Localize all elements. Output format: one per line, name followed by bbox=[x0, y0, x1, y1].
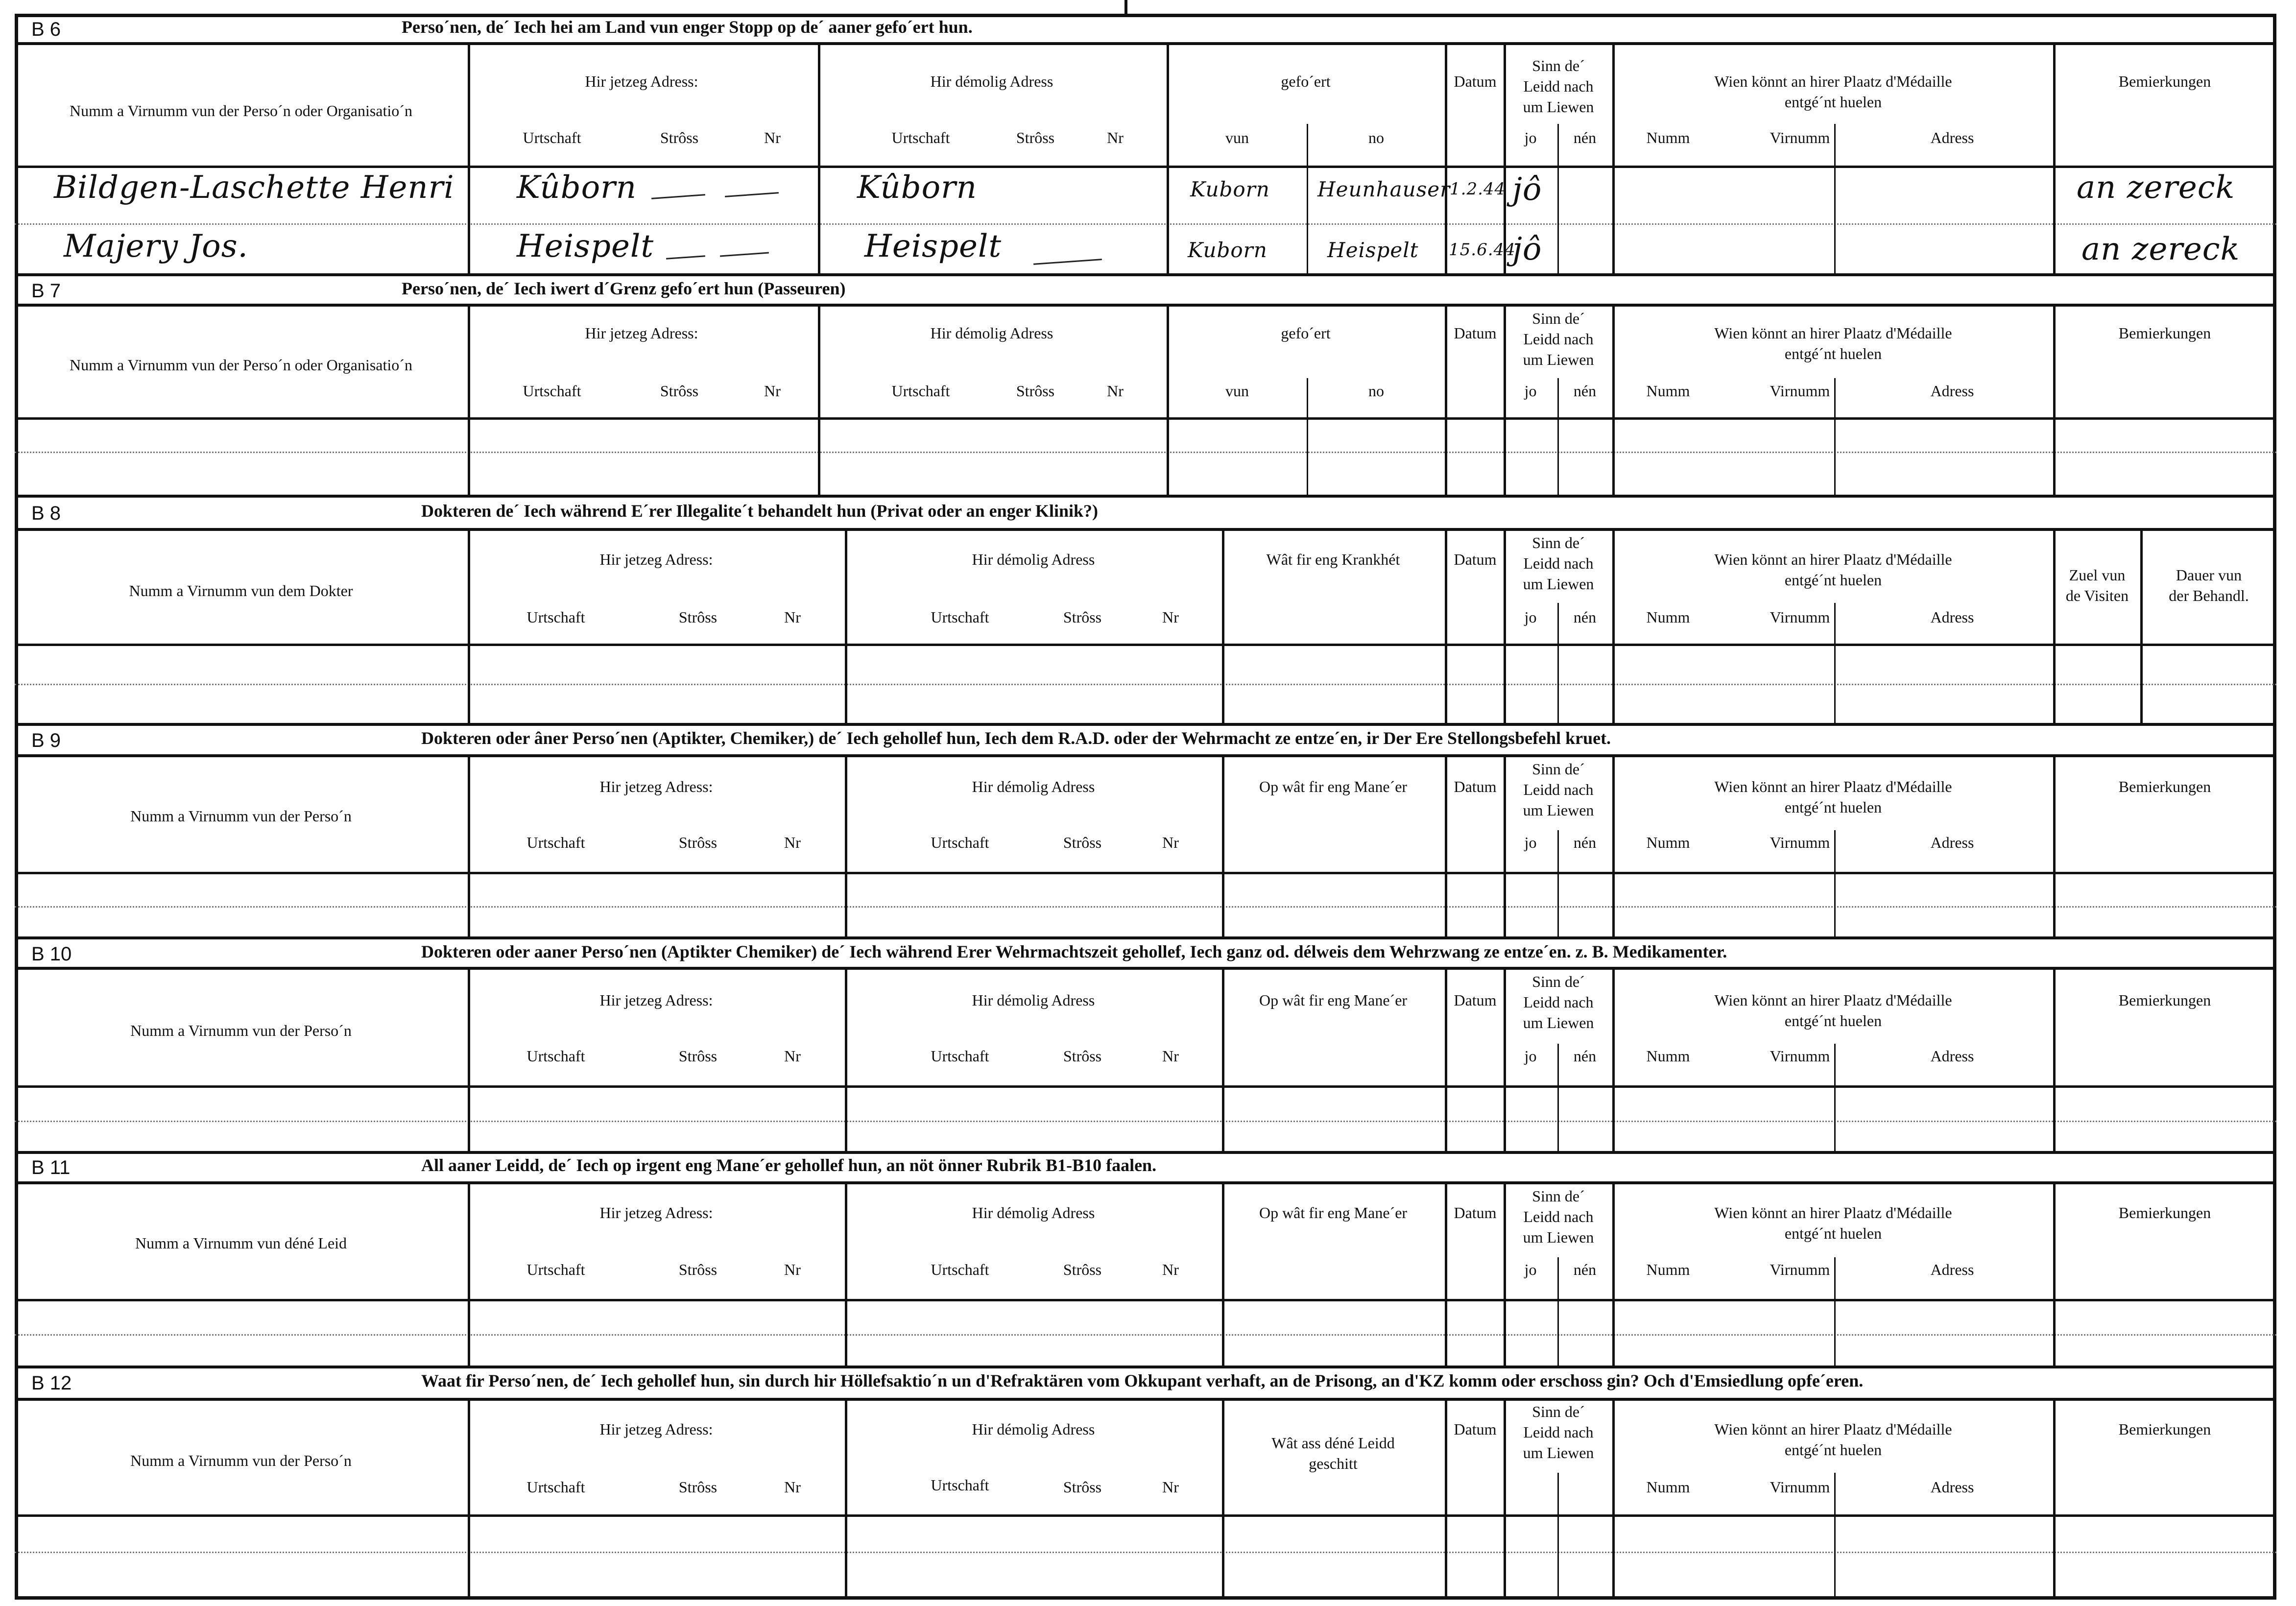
header-datum: Datum bbox=[1454, 1420, 1497, 1438]
header-sinn: um Liewen bbox=[1523, 575, 1594, 593]
header-urtschaft: Urtschaft bbox=[891, 382, 950, 400]
header-medal: entgé´nt huelen bbox=[1784, 345, 1882, 362]
header-dauer: Dauer vun bbox=[2176, 566, 2242, 584]
header-maneer: Op wât fir eng Mane´er bbox=[1259, 991, 1408, 1009]
header-name: Numm a Virnumm vun dem Dokter bbox=[129, 582, 353, 599]
header-urtschaft: Urtschaft bbox=[526, 1478, 585, 1496]
handwritten-name: Majery Jos. bbox=[64, 228, 248, 264]
header-datum: Datum bbox=[1454, 551, 1497, 568]
header-medal: entgé´nt huelen bbox=[1784, 571, 1882, 589]
page-top-mark bbox=[1124, 0, 1127, 14]
handwritten-to: Heunhauser bbox=[1317, 177, 1451, 201]
header-nr: Nr bbox=[1162, 1261, 1179, 1278]
header-name: Numm a Virnumm vun der Perso´n oder Organisatio´n bbox=[70, 356, 412, 374]
header-zuel: de Visiten bbox=[2065, 587, 2129, 604]
header-sinn: um Liewen bbox=[1523, 1444, 1594, 1462]
header-stross: Strôss bbox=[678, 834, 718, 851]
header-virnumm: Virnumm bbox=[1770, 382, 1830, 400]
header-medal: Wien könnt an hirer Plaatz d'Médaille bbox=[1714, 778, 1952, 795]
header-nr: Nr bbox=[784, 1261, 801, 1278]
header-urtschaft: Urtschaft bbox=[523, 382, 581, 400]
header-stross: Strôss bbox=[678, 1261, 718, 1278]
header-sinn: Sinn de´ bbox=[1532, 760, 1585, 778]
header-sinn: Sinn de´ bbox=[1532, 310, 1585, 327]
header-urtschaft: Urtschaft bbox=[526, 1047, 585, 1065]
header-numm: Numm bbox=[1646, 129, 1690, 146]
header-nr: Nr bbox=[764, 129, 781, 146]
header-current-address: Hir jetzeg Adress: bbox=[599, 778, 713, 795]
header-sinn: um Liewen bbox=[1523, 98, 1594, 116]
header-nr: Nr bbox=[1107, 382, 1124, 400]
header-sinn: Leidd nach bbox=[1523, 1208, 1594, 1225]
header-name: Numm a Virnumm vun der Perso´n bbox=[130, 1452, 352, 1469]
header-current-address: Hir jetzeg Adress: bbox=[585, 72, 698, 90]
header-gefoert: gefo´ert bbox=[1281, 324, 1331, 342]
header-former-address: Hir démolig Adress bbox=[972, 1420, 1095, 1438]
header-krankheet: Wât fir eng Krankhét bbox=[1266, 551, 1400, 568]
header-bemierkungen: Bemierkungen bbox=[2118, 1420, 2211, 1438]
handwritten-from: Kuborn bbox=[1190, 177, 1270, 201]
header-geschitt: Wât ass déné Leidd bbox=[1271, 1434, 1395, 1452]
header-maneer: Op wât fir eng Mane´er bbox=[1259, 778, 1408, 795]
header-geschitt: geschitt bbox=[1309, 1455, 1358, 1472]
header-virnumm: Virnumm bbox=[1770, 129, 1830, 146]
handwritten-alive: jô bbox=[1512, 171, 1542, 208]
header-sinn: Sinn de´ bbox=[1532, 1403, 1585, 1420]
header-sinn: um Liewen bbox=[1523, 801, 1594, 819]
header-bemierkungen: Bemierkungen bbox=[2118, 324, 2211, 342]
header-vun: vun bbox=[1225, 129, 1249, 146]
header-former-address: Hir démolig Adress bbox=[972, 551, 1095, 568]
header-maneer: Op wât fir eng Mane´er bbox=[1259, 1204, 1408, 1222]
header-stross: Strôss bbox=[1063, 1047, 1102, 1065]
section-b9 bbox=[15, 725, 2276, 941]
header-nen: nén bbox=[1573, 1047, 1597, 1065]
header-urtschaft: Urtschaft bbox=[526, 834, 585, 851]
header-sinn: Leidd nach bbox=[1523, 77, 1594, 95]
header-numm: Numm bbox=[1646, 382, 1690, 400]
header-medal: entgé´nt huelen bbox=[1784, 1224, 1882, 1242]
header-adress: Adress bbox=[1930, 608, 1974, 626]
header-medal: Wien könnt an hirer Plaatz d'Médaille bbox=[1714, 1204, 1952, 1222]
header-urtschaft: Urtschaft bbox=[891, 129, 950, 146]
header-numm: Numm bbox=[1646, 1047, 1690, 1065]
header-name: Numm a Virnumm vun der Perso´n oder Organisatio´n bbox=[70, 102, 412, 120]
header-stross: Strôss bbox=[1063, 1261, 1102, 1278]
header-nr: Nr bbox=[1162, 608, 1179, 626]
section-b12 bbox=[15, 1367, 2276, 1600]
header-current-address: Hir jetzeg Adress: bbox=[599, 551, 713, 568]
header-bemierkungen: Bemierkungen bbox=[2118, 72, 2211, 90]
header-urtschaft: Urtschaft bbox=[931, 1261, 989, 1278]
header-current-address: Hir jetzeg Adress: bbox=[599, 1420, 713, 1438]
header-sinn: Leidd nach bbox=[1523, 993, 1594, 1011]
section-title: Perso´nen, de´ Iech iwert d´Grenz gefo´ert hun (Passeuren) bbox=[402, 279, 846, 298]
header-dauer: der Behandl. bbox=[2169, 587, 2249, 604]
header-urtschaft: Urtschaft bbox=[931, 1476, 989, 1494]
header-bemierkungen: Bemierkungen bbox=[2118, 991, 2211, 1009]
section-title: Dokteren de´ Iech während E´rer Illegalite´t behandelt hun (Privat oder an enger Klinik?) bbox=[421, 501, 1098, 521]
header-medal: Wien könnt an hirer Plaatz d'Médaille bbox=[1714, 551, 1952, 568]
header-name: Numm a Virnumm vun der Perso´n bbox=[130, 1022, 352, 1039]
handwritten-alive: jô bbox=[1512, 231, 1542, 267]
header-adress: Adress bbox=[1930, 382, 1974, 400]
handwritten-name: Bildgen-Laschette Henri bbox=[54, 169, 454, 206]
header-medal: Wien könnt an hirer Plaatz d'Médaille bbox=[1714, 324, 1952, 342]
section-title: Waat fir Perso´nen, de´ Iech gehollef hun, sin durch hir Höllefsaktio´n un d'Refraktären vom Okkupant verhaft, an de Prisong, an d'KZ komm oder erschoss gin? Och d'Emsiedlung opfe´eren. bbox=[421, 1371, 1864, 1390]
header-nr: Nr bbox=[1162, 834, 1179, 851]
header-nr: Nr bbox=[784, 834, 801, 851]
handwritten-from: Kuborn bbox=[1188, 238, 1268, 262]
header-jo: jo bbox=[1524, 1047, 1537, 1065]
header-nen: nén bbox=[1573, 608, 1597, 626]
header-medal: entgé´nt huelen bbox=[1784, 1441, 1882, 1459]
header-stross: Strôss bbox=[678, 1047, 718, 1065]
section-b6 bbox=[15, 14, 2276, 278]
header-adress: Adress bbox=[1930, 129, 1974, 146]
header-nr: Nr bbox=[1162, 1047, 1179, 1065]
handwritten-current-address: Kûborn bbox=[517, 169, 637, 206]
header-former-address: Hir démolig Adress bbox=[930, 324, 1053, 342]
header-virnumm: Virnumm bbox=[1770, 1261, 1830, 1278]
header-stross: Strôss bbox=[678, 608, 718, 626]
header-former-address: Hir démolig Adress bbox=[972, 1204, 1095, 1222]
header-numm: Numm bbox=[1646, 1478, 1690, 1496]
section-b10 bbox=[15, 938, 2276, 1155]
header-urtschaft: Urtschaft bbox=[931, 1047, 989, 1065]
header-current-address: Hir jetzeg Adress: bbox=[585, 324, 698, 342]
header-sinn: Sinn de´ bbox=[1532, 57, 1585, 74]
section-title: All aaner Leidd, de´ Iech op irgent eng Mane´er gehollef hun, an nöt önner Rubrik B1-B10 faalen. bbox=[421, 1155, 1157, 1175]
header-sinn: Sinn de´ bbox=[1532, 534, 1585, 551]
header-current-address: Hir jetzeg Adress: bbox=[599, 1204, 713, 1222]
section-title: Dokteren oder aaner Perso´nen (Aptikter Chemiker) de´ Iech während Erer Wehrmachtszeit gehollef, Iech ganz od. délweis dem Wehrzwang ze entze´en. z. B. Medikamenter. bbox=[421, 942, 1727, 961]
section-code: B 11 bbox=[31, 1157, 71, 1178]
header-medal: Wien könnt an hirer Plaatz d'Médaille bbox=[1714, 1420, 1952, 1438]
header-numm: Numm bbox=[1646, 1261, 1690, 1278]
header-numm: Numm bbox=[1646, 834, 1690, 851]
header-jo: jo bbox=[1524, 129, 1537, 146]
header-urtschaft: Urtschaft bbox=[931, 834, 989, 851]
header-zuel: Zuel vun bbox=[2069, 566, 2126, 584]
handwritten-former-address: Kûborn bbox=[857, 169, 977, 206]
header-stross: Strôss bbox=[1016, 129, 1055, 146]
header-sinn: um Liewen bbox=[1523, 1014, 1594, 1031]
header-adress: Adress bbox=[1930, 834, 1974, 851]
handwritten-remarks: an zereck bbox=[2077, 169, 2235, 206]
header-datum: Datum bbox=[1454, 991, 1497, 1009]
header-sinn: um Liewen bbox=[1523, 351, 1594, 368]
header-datum: Datum bbox=[1454, 72, 1497, 90]
header-no: no bbox=[1368, 129, 1384, 146]
header-sinn: Sinn de´ bbox=[1532, 1187, 1585, 1205]
header-nen: nén bbox=[1573, 382, 1597, 400]
header-virnumm: Virnumm bbox=[1770, 834, 1830, 851]
handwritten-current-address: Heispelt bbox=[517, 228, 654, 264]
header-adress: Adress bbox=[1930, 1261, 1974, 1278]
header-urtschaft: Urtschaft bbox=[523, 129, 581, 146]
header-virnumm: Virnumm bbox=[1770, 608, 1830, 626]
section-code: B 8 bbox=[31, 503, 61, 524]
header-datum: Datum bbox=[1454, 324, 1497, 342]
header-name: Numm a Virnumm vun déné Leid bbox=[135, 1234, 347, 1252]
section-code: B 10 bbox=[31, 943, 72, 965]
section-title: Perso´nen, de´ Iech hei am Land vun enger Stopp op de´ aaner gefo´ert hun. bbox=[402, 17, 973, 37]
header-medal: entgé´nt huelen bbox=[1784, 93, 1882, 111]
header-sinn: Sinn de´ bbox=[1532, 973, 1585, 990]
header-jo: jo bbox=[1524, 608, 1537, 626]
handwritten-remarks: an zereck bbox=[2081, 231, 2240, 267]
header-gefoert: gefo´ert bbox=[1281, 72, 1331, 90]
header-medal: Wien könnt an hirer Plaatz d'Médaille bbox=[1714, 72, 1952, 90]
header-nr: Nr bbox=[784, 608, 801, 626]
header-stross: Strôss bbox=[678, 1478, 718, 1496]
header-nr: Nr bbox=[1107, 129, 1124, 146]
header-stross: Strôss bbox=[1063, 608, 1102, 626]
header-name: Numm a Virnumm vun der Perso´n bbox=[130, 807, 352, 825]
header-current-address: Hir jetzeg Adress: bbox=[599, 991, 713, 1009]
header-datum: Datum bbox=[1454, 1204, 1497, 1222]
header-bemierkungen: Bemierkungen bbox=[2118, 1204, 2211, 1222]
header-jo: jo bbox=[1524, 834, 1537, 851]
header-former-address: Hir démolig Adress bbox=[930, 72, 1053, 90]
section-b7 bbox=[15, 275, 2276, 501]
header-sinn: Leidd nach bbox=[1523, 781, 1594, 798]
header-urtschaft: Urtschaft bbox=[931, 608, 989, 626]
section-b8 bbox=[15, 498, 2276, 728]
header-nr: Nr bbox=[784, 1047, 801, 1065]
header-stross: Strôss bbox=[660, 129, 699, 146]
header-urtschaft: Urtschaft bbox=[526, 608, 585, 626]
handwritten-to: Heispelt bbox=[1327, 238, 1419, 262]
section-code: B 9 bbox=[31, 730, 61, 751]
section-title: Dokteren oder âner Perso´nen (Aptikter, Chemiker,) de´ Iech gehollef hun, Iech dem R.A.D. oder der Wehrmacht ze entze´en, ir Der Ere Stellongsbefehl kruet. bbox=[421, 728, 1611, 748]
header-nen: nén bbox=[1573, 129, 1597, 146]
header-numm: Numm bbox=[1646, 608, 1690, 626]
header-nen: nén bbox=[1573, 834, 1597, 851]
header-urtschaft: Urtschaft bbox=[526, 1261, 585, 1278]
header-stross: Strôss bbox=[1063, 1478, 1102, 1496]
handwritten-date: 1.2.44 bbox=[1450, 179, 1506, 199]
header-nr: Nr bbox=[764, 382, 781, 400]
header-jo: jo bbox=[1524, 382, 1537, 400]
header-medal: entgé´nt huelen bbox=[1784, 798, 1882, 816]
header-jo: jo bbox=[1524, 1261, 1537, 1278]
header-nr: Nr bbox=[784, 1478, 801, 1496]
section-b11 bbox=[15, 1152, 2276, 1370]
header-sinn: Leidd nach bbox=[1523, 1423, 1594, 1441]
header-sinn: Leidd nach bbox=[1523, 330, 1594, 348]
handwritten-former-address: Heispelt bbox=[864, 228, 1002, 264]
header-former-address: Hir démolig Adress bbox=[972, 991, 1095, 1009]
header-vun: vun bbox=[1225, 382, 1249, 400]
header-bemierkungen: Bemierkungen bbox=[2118, 778, 2211, 795]
header-nen: nén bbox=[1573, 1261, 1597, 1278]
header-former-address: Hir démolig Adress bbox=[972, 778, 1095, 795]
section-code: B 12 bbox=[31, 1372, 72, 1394]
header-stross: Strôss bbox=[1016, 382, 1055, 400]
header-adress: Adress bbox=[1930, 1478, 1974, 1496]
section-code: B 6 bbox=[31, 19, 61, 40]
handwritten-date: 15.6.44 bbox=[1449, 240, 1516, 260]
header-sinn: um Liewen bbox=[1523, 1228, 1594, 1246]
header-virnumm: Virnumm bbox=[1770, 1478, 1830, 1496]
header-sinn: Leidd nach bbox=[1523, 554, 1594, 572]
header-medal: Wien könnt an hirer Plaatz d'Médaille bbox=[1714, 991, 1952, 1009]
header-stross: Strôss bbox=[1063, 834, 1102, 851]
section-code: B 7 bbox=[31, 280, 61, 302]
header-no: no bbox=[1368, 382, 1384, 400]
header-datum: Datum bbox=[1454, 778, 1497, 795]
header-nr: Nr bbox=[1162, 1478, 1179, 1496]
header-adress: Adress bbox=[1930, 1047, 1974, 1065]
header-medal: entgé´nt huelen bbox=[1784, 1012, 1882, 1030]
header-stross: Strôss bbox=[660, 382, 699, 400]
header-virnumm: Virnumm bbox=[1770, 1047, 1830, 1065]
